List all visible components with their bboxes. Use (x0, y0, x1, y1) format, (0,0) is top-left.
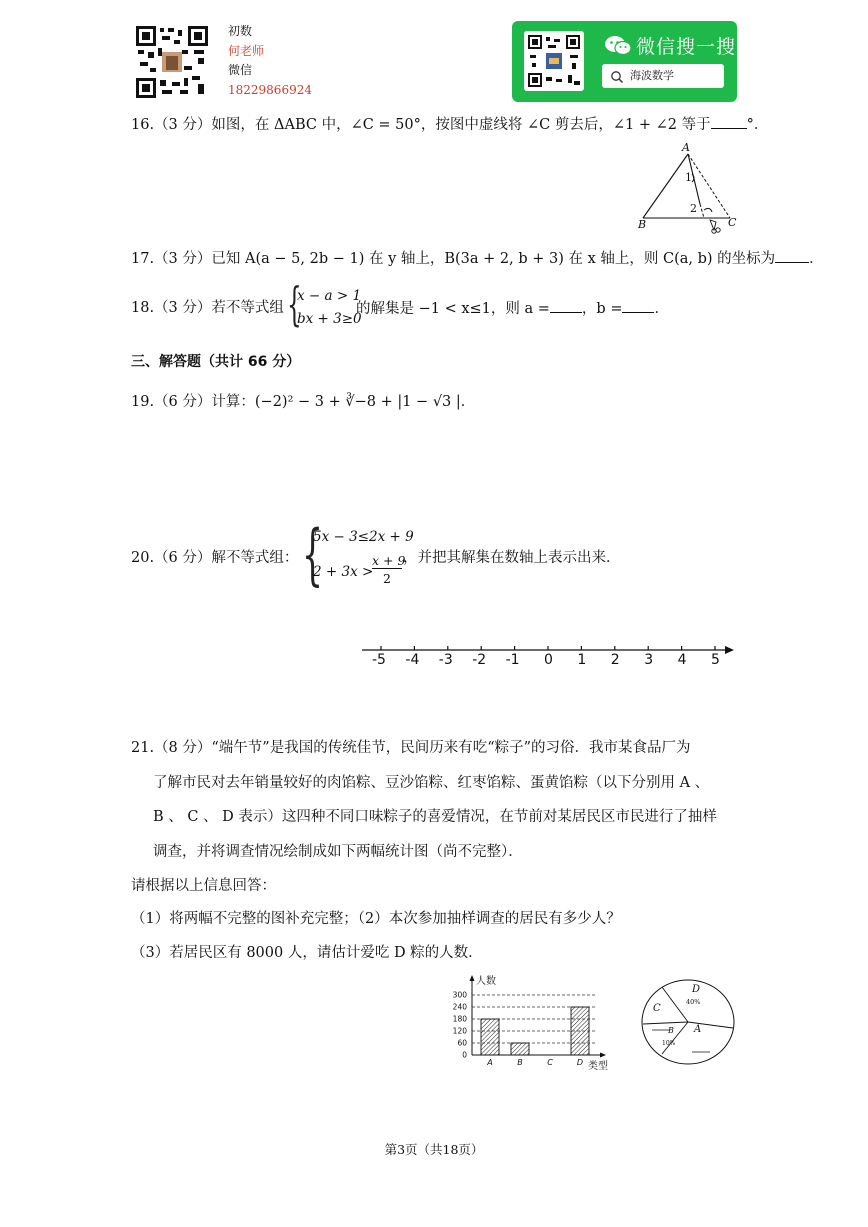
pie-label-B: B (668, 1026, 674, 1035)
contact-line-subject: 初数 (228, 24, 253, 38)
q20-row-1: 5x − 3≤2x + 9 (313, 529, 414, 545)
wechat-search-text: 海波数学 (630, 69, 674, 82)
question-21-line-7: （3）若居民区有 8000 人，请估计爱吃 D 粽的人数． (131, 945, 483, 961)
q18-row-2: bx + 3≥0 (297, 311, 362, 327)
bar-y-tick-label: 180 (452, 1014, 467, 1024)
number-line-label: -5 (372, 652, 386, 668)
question-21-line-3: B 、 C 、 D 表示）这四种不同口味粽子的喜爱情况，在节前对某居民区市民进行了抽样 (153, 809, 717, 825)
question-16 (131, 114, 768, 135)
q17-text: 17.（3 分）已知 A(a − 5, 2b − 1) 在 y 轴上，B(3a + 2, b + 3) 在 x 轴上，则 C(a, b) 的坐标为 (131, 251, 776, 267)
question-21-line-6: （1）将两幅不完整的图补充完整；（2）本次参加抽样调查的居民有多少人？ (131, 911, 621, 927)
q20-row-2-denominator: 2 (383, 571, 391, 586)
bar-chart (440, 972, 620, 1076)
q18-inequality-system: { x − a > 1 bx + 3≥0 (287, 277, 362, 331)
number-line-label: -3 (438, 652, 453, 668)
bar-y-tick-label: 0 (462, 1050, 467, 1060)
question-20-prefix: 20.（6 分）解不等式组： (131, 550, 299, 566)
q18-answer-blank-a[interactable] (550, 298, 582, 313)
number-line-label: -1 (505, 652, 520, 668)
bar-x-tick-label: C (547, 1058, 553, 1067)
contact-line-wechat: 微信 (228, 63, 253, 77)
q17-answer-blank[interactable] (775, 248, 809, 263)
q20-inequality-system: { 5x − 3≤2x + 9 2 + 3x > x + 9 2 (302, 516, 414, 593)
bar-y-axis-label: 人数 (476, 976, 496, 987)
question-18 (131, 298, 284, 318)
bar-A (481, 1019, 499, 1055)
question-21-line-1: 21.（8 分）“端午节”是我国的传统佳节，民间历来有吃“粽子”的习俗．我市某食品厂为 (131, 740, 691, 756)
number-line (362, 640, 742, 676)
q16-answer-blank[interactable] (711, 114, 747, 129)
question-18-cont (356, 298, 669, 319)
q18-text-b: ，b = (581, 301, 623, 317)
pie-chart (640, 978, 740, 1068)
pie-annotation-D: 40% (686, 998, 701, 1006)
number-line-label: 4 (677, 652, 687, 668)
contact-teacher-name: 何老师 (228, 43, 265, 58)
pie-label-D: D (692, 984, 701, 995)
q18-text: 的解集是 −1 < x≤1，则 a = (356, 301, 550, 317)
q16-text-end: °． (746, 117, 769, 133)
q20-row-2-numerator: x + 9 (372, 553, 406, 568)
q16-label-B: B (638, 218, 647, 231)
question-21-line-4: 调查，并将调查情况绘制成如下两幅统计图（尚不完整）． (153, 844, 523, 860)
number-line-label: 0 (544, 652, 553, 668)
bar-x-tick-label: D (576, 1058, 584, 1067)
q17-text-end: ． (809, 251, 824, 267)
wechat-search-banner[interactable] (512, 21, 737, 102)
q20-row-2-left: 2 + 3x > (313, 564, 374, 580)
question-21-line-2: 了解市民对去年销量较好的肉馅粽、豆沙馅粽、红枣馅粽、蛋黄馅粽（以下分别用 A 、 (153, 775, 710, 791)
q16-label-1: 1 (685, 171, 692, 184)
bar-y-tick-label: 120 (452, 1026, 467, 1036)
q18-row-1: x − a > 1 (297, 288, 362, 304)
question-17 (131, 248, 824, 269)
pie-annotation-B: 10% (662, 1040, 676, 1047)
bar-y-tick-label: 300 (452, 990, 467, 1000)
wechat-search-box[interactable] (602, 64, 724, 88)
question-20-suffix: ，并把其解集在数轴上表示出来． (403, 550, 621, 566)
bar-y-tick-label: 240 (452, 1002, 467, 1012)
section-3-heading: 三、解答题（共计 66 分） (131, 354, 301, 370)
bar-x-axis-arrow (600, 1053, 606, 1058)
number-line-label: 2 (610, 652, 620, 668)
search-icon (610, 69, 624, 83)
q16-label-A: A (682, 141, 690, 154)
number-line-label: -4 (405, 652, 420, 668)
question-21-line-5: 请根据以上信息回答： (131, 878, 276, 894)
q16-label-2: 2 (690, 202, 697, 215)
q16-text: 16.（3 分）如图，在 ΔABC 中，∠C = 50°，按图中虚线将 ∠C 剪去后，∠1 + ∠2 等于 (131, 117, 711, 133)
qr-code-right (524, 31, 584, 91)
number-line-label: 3 (644, 652, 654, 668)
bar-x-tick-label: A (487, 1058, 493, 1067)
pie-label-A: A (694, 1024, 702, 1035)
q18-text-end: ． (654, 301, 669, 317)
bar-D (571, 1007, 589, 1055)
q18-answer-blank-b[interactable] (622, 298, 654, 313)
contact-phone: 18229866924 (228, 82, 312, 97)
bar-B (511, 1043, 529, 1055)
bar-y-axis-arrow (470, 975, 475, 981)
contact-info (228, 22, 312, 100)
q18-prefix: 18.（3 分）若不等式组 (131, 300, 284, 316)
bar-x-tick-label: B (517, 1058, 523, 1067)
bar-y-tick-label: 60 (457, 1038, 467, 1048)
number-line-label: 5 (711, 652, 720, 668)
page-footer: 第3页（共18页） (384, 1142, 484, 1157)
number-line-label: 1 (577, 652, 587, 668)
q16-triangle-figure (632, 141, 742, 238)
q16-label-C: C (728, 216, 737, 229)
bar-x-axis-label: 类型 (588, 1061, 608, 1072)
question-19: 19.（6 分）计算：(−2)² − 3 + ∛−8 + |1 − √3 |． (131, 394, 476, 410)
number-line-label: -2 (472, 652, 487, 668)
wechat-search-title: 微信搜一搜 (636, 36, 737, 58)
wechat-logo-icon (604, 35, 632, 57)
pie-label-C: C (653, 1003, 661, 1014)
qr-code-left (136, 26, 208, 98)
